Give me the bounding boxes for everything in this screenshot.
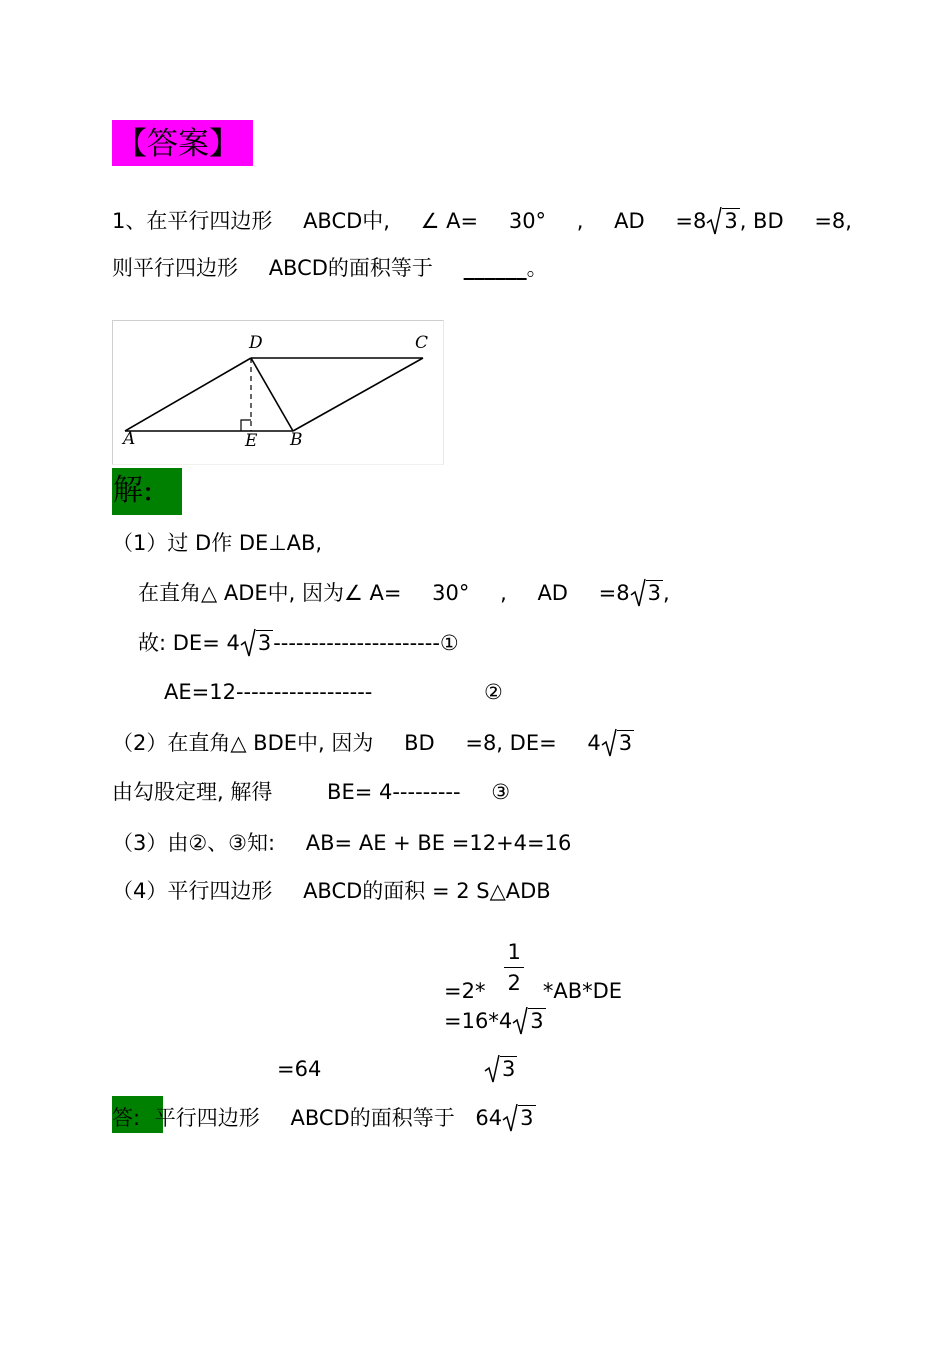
problem-text: 1、在平行四边形 [112, 209, 273, 233]
step-text: *AB*DE [542, 979, 623, 1003]
step-marker: ③ [491, 780, 511, 804]
step-text: AD [537, 581, 568, 605]
step-7 [112, 830, 571, 856]
step-text: （4）平行四边形 [112, 879, 273, 903]
sqrt-symbol [512, 1008, 545, 1034]
problem-text: =8, [814, 209, 852, 233]
vertex-label-d: D [249, 333, 263, 353]
sqrt-symbol [630, 580, 663, 606]
problem-text: ∠ A= [420, 209, 479, 233]
answer-text: 64 [475, 1106, 503, 1130]
step-text: =16*4 [444, 1009, 513, 1033]
step-2 [138, 580, 670, 606]
parallelogram-diagram [113, 321, 443, 464]
problem-text: ABCD中, [303, 209, 390, 233]
step-text: 30° [432, 581, 470, 605]
vertex-label-b: B [290, 430, 303, 450]
answer-label: 答: [112, 1106, 141, 1130]
sqrt-symbol [484, 1056, 517, 1082]
step-text: , [500, 581, 507, 605]
step-6 [112, 779, 510, 805]
vertex-label-a: A [123, 429, 136, 449]
radicand: 3 [502, 1057, 516, 1081]
vertex-label-e: E [245, 431, 258, 451]
step-marker: ② [484, 680, 503, 704]
problem-text: =8 [675, 209, 707, 233]
step-text: AB= AE + BE =12+4=16 [305, 831, 572, 855]
problem-text: ABCD的面积等于 [268, 256, 433, 280]
solution-label: 解: [113, 473, 154, 508]
radicand: 3 [647, 581, 662, 605]
step-text: ---------------------- [273, 631, 440, 655]
sqrt-symbol [706, 208, 739, 234]
problem-text: , [576, 209, 584, 233]
step-text: =8, DE= [465, 731, 557, 755]
step-3 [138, 630, 459, 656]
problem-line-1 [112, 208, 852, 234]
fraction-one-half [504, 939, 524, 996]
radicand: 3 [724, 209, 738, 233]
step-text: ABCD的面积 = 2 S△ADB [303, 879, 551, 903]
problem-text: 。 [526, 256, 548, 280]
step-text: （3）由②、③知: [112, 831, 276, 855]
step-marker: ① [439, 631, 459, 655]
step-text: 在直角△ ADE中, 因为∠ A= [138, 581, 402, 605]
step-10 [444, 1008, 546, 1034]
step-9 [444, 940, 623, 1004]
step-11-value: =64 [277, 1057, 322, 1081]
problem-line-2 [112, 255, 548, 281]
problem-text: 30° [508, 209, 547, 233]
problem-text: 则平行四边形 [112, 256, 238, 280]
step-text: BE= 4--------- [327, 780, 461, 804]
answer-heading: 【答案】 [116, 126, 240, 162]
vertex-label-c: C [415, 333, 429, 353]
step-text: 4 [587, 731, 601, 755]
step-5 [112, 730, 634, 756]
sqrt-symbol [502, 1105, 535, 1131]
problem-text: , BD [739, 209, 784, 233]
step-8 [112, 878, 551, 904]
radicand: 3 [530, 1009, 544, 1033]
problem-text: AD [614, 209, 645, 233]
radicand: 3 [520, 1106, 534, 1130]
answer-blank: ______ [463, 256, 527, 280]
radicand: 3 [257, 631, 272, 655]
step-text: =8 [598, 581, 630, 605]
step-text: 故: DE= 4 [138, 631, 240, 655]
step-11-sqrt [484, 1056, 517, 1082]
answer-text: ABCD的面积等于 [290, 1106, 455, 1130]
sqrt-symbol [601, 730, 634, 756]
fraction-denominator: 2 [507, 971, 521, 995]
parallelogram-figure [112, 320, 444, 465]
step-text: （2）在直角△ BDE中, 因为 [112, 731, 374, 755]
step-text: 由勾股定理, 解得 [112, 780, 273, 804]
step-text: , [663, 581, 670, 605]
radicand: 3 [618, 731, 633, 755]
step-text: BD [404, 731, 435, 755]
sqrt-symbol [240, 630, 273, 656]
answer-text: 平行四边形 [154, 1106, 260, 1130]
step-1: （1）过 D作 DE⊥AB, [112, 531, 323, 555]
fraction-numerator: 1 [507, 940, 521, 964]
step-4: AE=12------------------ [164, 680, 373, 704]
final-answer [112, 1105, 536, 1131]
step-text: =2* [444, 979, 486, 1003]
